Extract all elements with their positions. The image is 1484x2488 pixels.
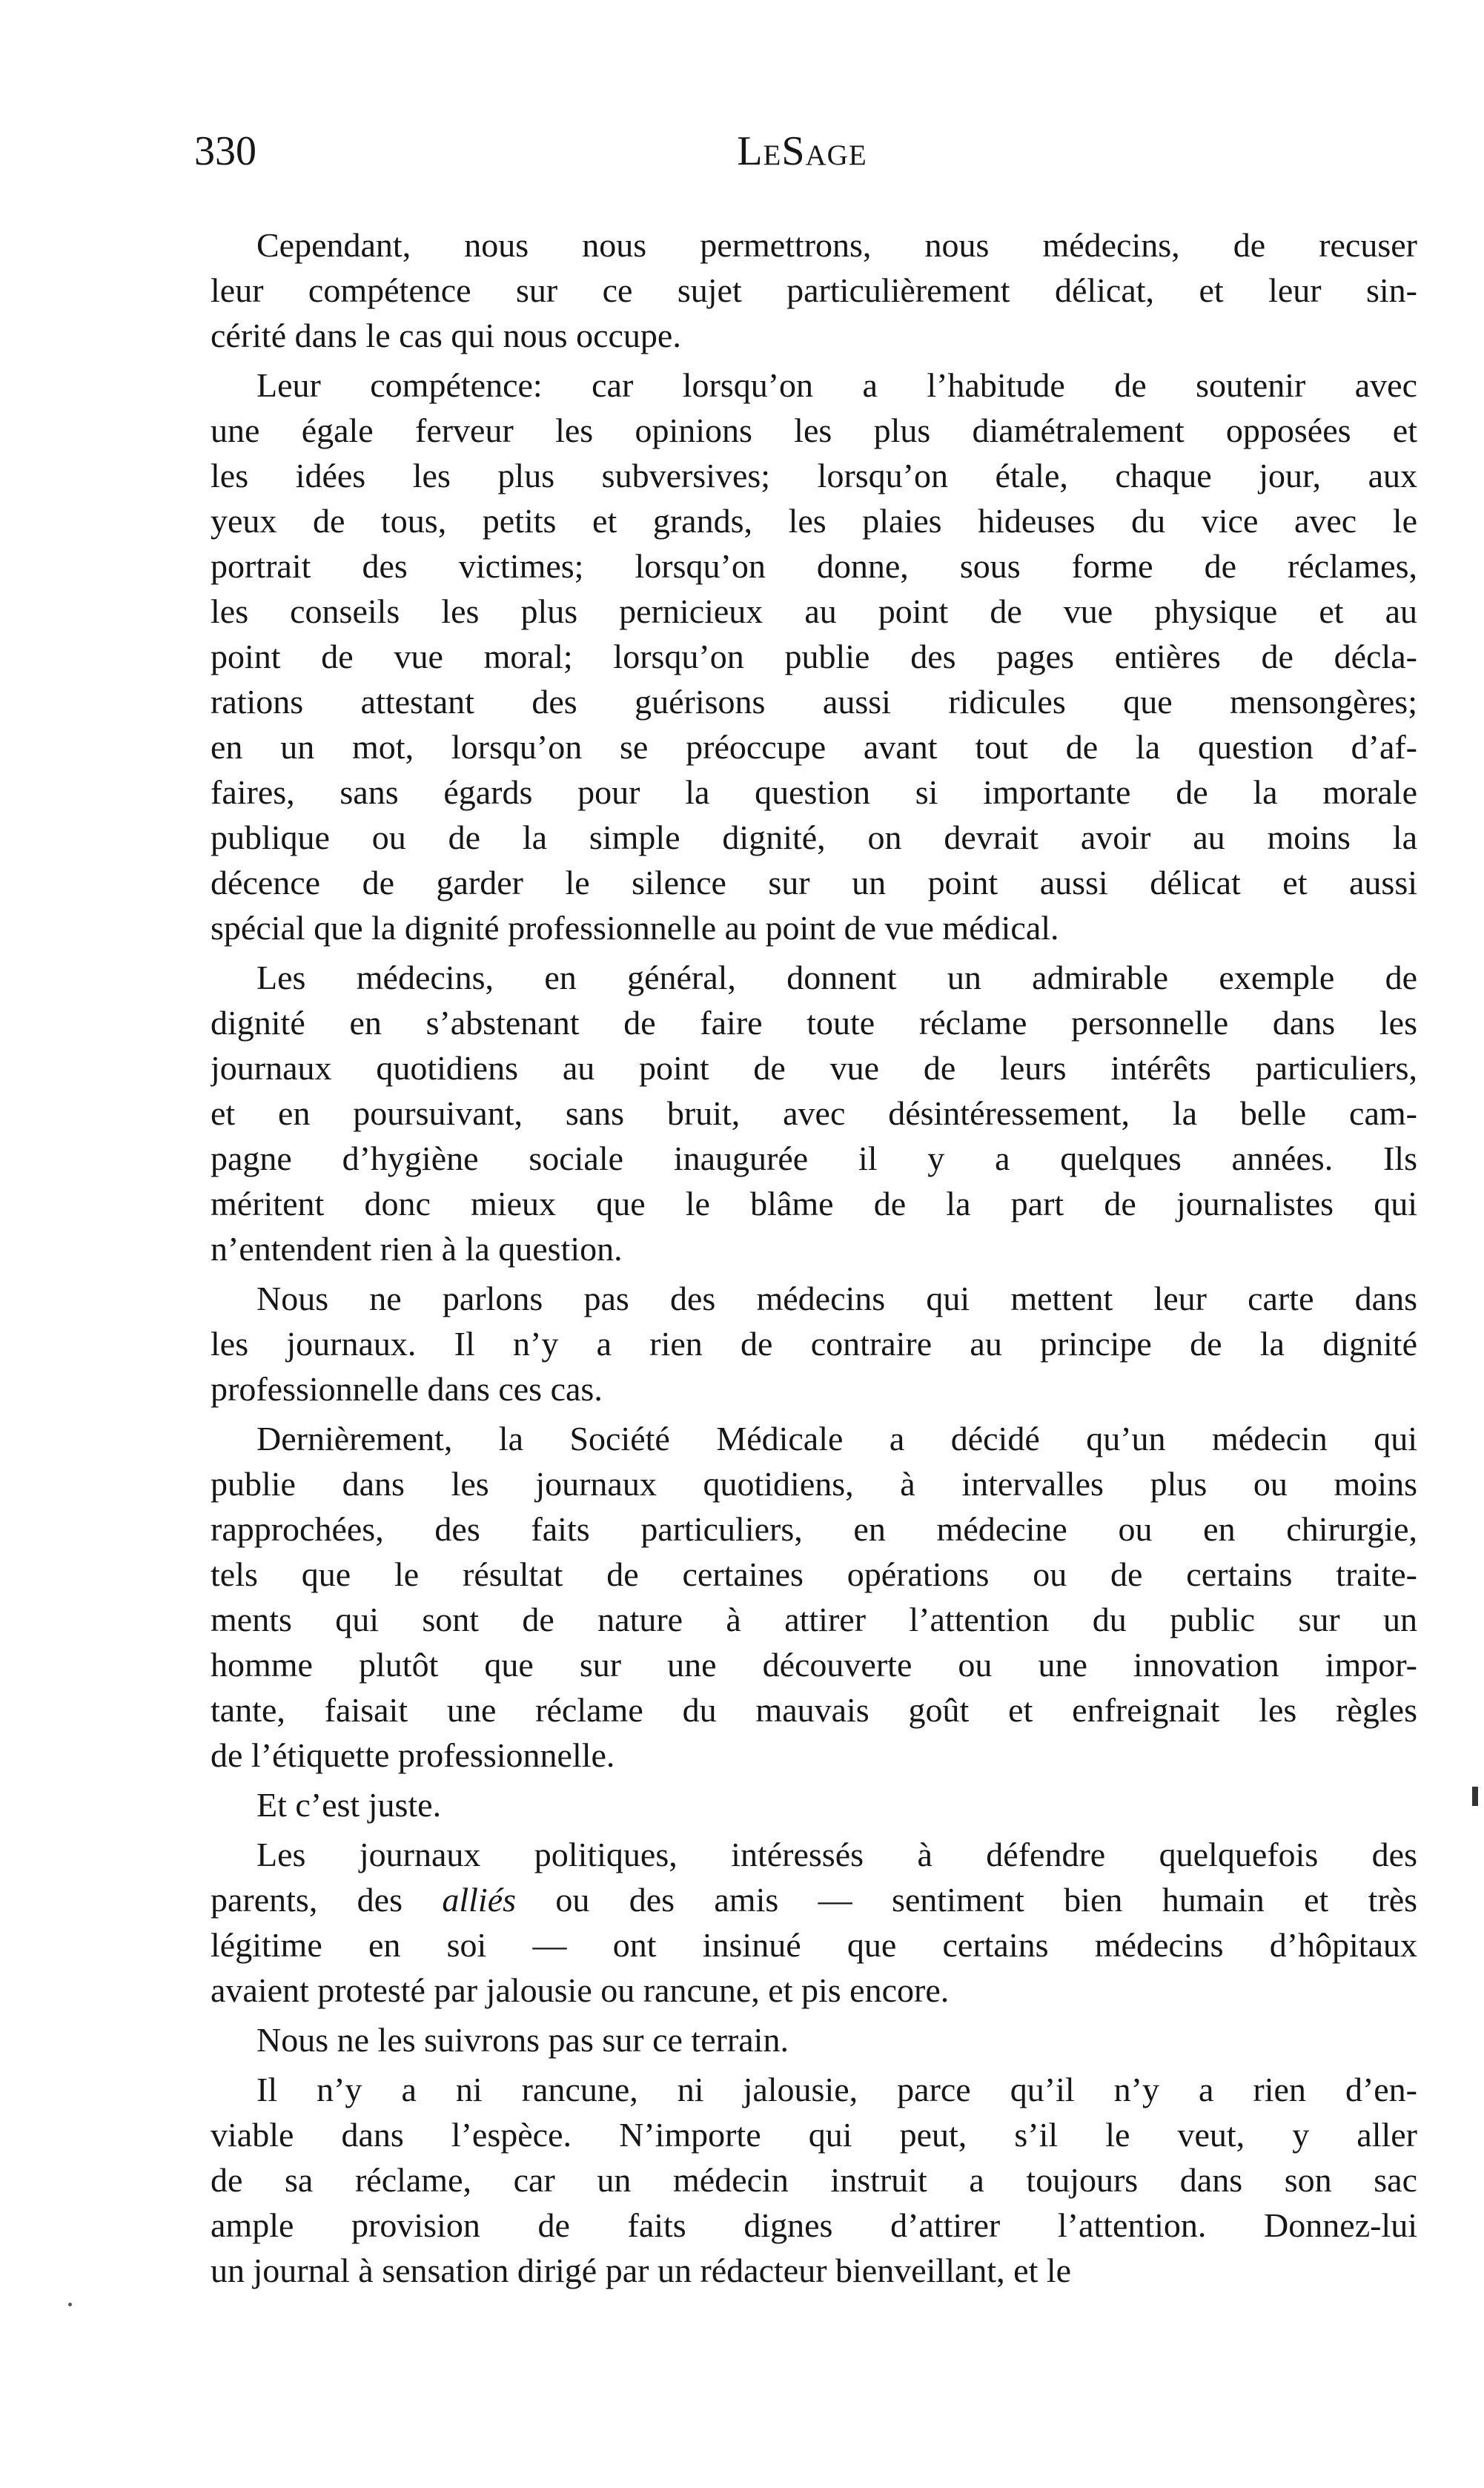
text-line: une égale ferveur les opinions les plus diamétralement opposées et [211, 411, 1417, 449]
text-line: ample provision de faits dignes d’attirer l’attention. Donnez-lui [211, 2206, 1417, 2244]
paragraph [211, 1416, 1417, 1778]
text-line: portrait des victimes; lorsqu’on donne, sous forme de réclames, [211, 547, 1417, 585]
text-line: Les médecins, en général, donnent un admirable exemple de [256, 959, 1417, 996]
text-line: tels que le résultat de certaines opérations ou de certains traite- [211, 1555, 1417, 1593]
text-line: les conseils les plus pernicieux au point de vue physique et au [211, 592, 1417, 630]
text-line: un journal à sensation dirigé par un rédacteur bienveillant, et le [211, 2252, 1072, 2289]
text-line: ments qui sont de nature à attirer l’attention du public sur un [211, 1601, 1417, 1638]
text-line: faires, sans égards pour la question si importante de la morale [211, 773, 1417, 811]
text-line: journaux quotidiens au point de vue de leurs intérêts particuliers, [211, 1049, 1417, 1087]
text-line: Les journaux politiques, intéressés à défendre quelquefois des [256, 1836, 1417, 1873]
paragraph [211, 363, 1417, 950]
paragraph [211, 1782, 1417, 1827]
running-head-small-age: age [805, 128, 867, 174]
paragraph [211, 955, 1417, 1271]
text-line: Cependant, nous nous permettrons, nous médecins, de recuser [256, 226, 1417, 264]
text-line: Et c’est juste. [256, 1786, 442, 1824]
text-line: de sa réclame, car un médecin instruit a toujours dans son sac [211, 2161, 1417, 2199]
text-line: Dernièrement, la Société Médicale a décidé qu’un médecin qui [256, 1420, 1417, 1458]
text-line: pagne d’hygiène sociale inaugurée il y a quelques années. Ils [211, 1139, 1417, 1177]
running-head [194, 125, 1410, 178]
italic-word: alliés [442, 1881, 517, 1919]
page-number: 330 [194, 128, 256, 174]
running-head-small-e: e [763, 128, 782, 174]
text-line: publie dans les journaux quotidiens, à intervalles plus ou moins [211, 1465, 1417, 1503]
text-line: tante, faisait une réclame du mauvais goût et enfreignait les règles [211, 1691, 1417, 1729]
running-head-letter-s: S [781, 128, 806, 174]
scan-mark [1472, 1787, 1478, 1806]
body-text [211, 222, 1417, 2293]
paragraph [211, 1276, 1417, 1412]
text-line: avaient protesté par jalousie ou rancune, et pis encore. [211, 1971, 950, 2009]
text-line: point de vue moral; lorsqu’on publie des pages entières de décla- [211, 638, 1417, 675]
text-line: Nous ne parlons pas des médecins qui mettent leur carte dans [256, 1280, 1417, 1317]
text-line: Nous ne les suivrons pas sur ce terrain. [256, 2021, 789, 2059]
paragraph [211, 2017, 1417, 2062]
scan-dot [68, 2303, 72, 2306]
page-header [194, 125, 1410, 184]
paragraph [211, 1832, 1417, 2013]
text-line: en un mot, lorsqu’on se préoccupe avant tout de la question d’af- [211, 728, 1417, 766]
text-line: et en poursuivant, sans bruit, avec désintéressement, la belle cam- [211, 1094, 1417, 1132]
text-line: leur compétence sur ce sujet particulièrement délicat, et leur sin- [211, 271, 1417, 309]
text-line: yeux de tous, petits et grands, les plaies hideuses du vice avec le [211, 502, 1417, 540]
paragraph [211, 2067, 1417, 2293]
running-head-letter-l: L [737, 128, 763, 174]
text-line: rapprochées, des faits particuliers, en médecine ou en chirurgie, [211, 1510, 1417, 1548]
text-line: parents, des alliés ou des amis — sentiment bien humain et très [211, 1881, 1417, 1919]
text-line: viable dans l’espèce. N’importe qui peut, s’il le veut, y aller [211, 2116, 1417, 2154]
text-line: rations attestant des guérisons aussi ridicules que mensongères; [211, 683, 1417, 721]
text-line: n’entendent rien à la question. [211, 1230, 623, 1268]
text-line: cérité dans le cas qui nous occupe. [211, 317, 681, 354]
text-line: publique ou de la simple dignité, on devrait avoir au moins la [211, 818, 1417, 856]
text-line: de l’étiquette professionnelle. [211, 1736, 615, 1774]
text-line: homme plutôt que sur une découverte ou une innovation impor- [211, 1646, 1417, 1684]
text-line: les journaux. Il n’y a rien de contraire au principe de la dignité [211, 1325, 1417, 1363]
text-line: Leur compétence: car lorsqu’on a l’habitude de soutenir avec [256, 366, 1417, 404]
text-line: méritent donc mieux que le blâme de la part de journalistes qui [211, 1185, 1417, 1223]
text-line: professionnelle dans ces cas. [211, 1370, 603, 1408]
text-line: les idées les plus subversives; lorsqu’on étale, chaque jour, aux [211, 457, 1417, 494]
text-line: décence de garder le silence sur un point aussi délicat et aussi [211, 864, 1417, 901]
paragraph [211, 222, 1417, 358]
text-line: dignité en s’abstenant de faire toute réclame personnelle dans les [211, 1004, 1417, 1042]
text-line: spécial que la dignité professionnelle au point de vue médical. [211, 909, 1059, 947]
text-line: Il n’y a ni rancune, ni jalousie, parce qu’il n’y a rien d’en- [256, 2071, 1417, 2108]
text-line: légitime en soi — ont insinué que certains médecins d’hôpitaux [211, 1926, 1417, 1964]
